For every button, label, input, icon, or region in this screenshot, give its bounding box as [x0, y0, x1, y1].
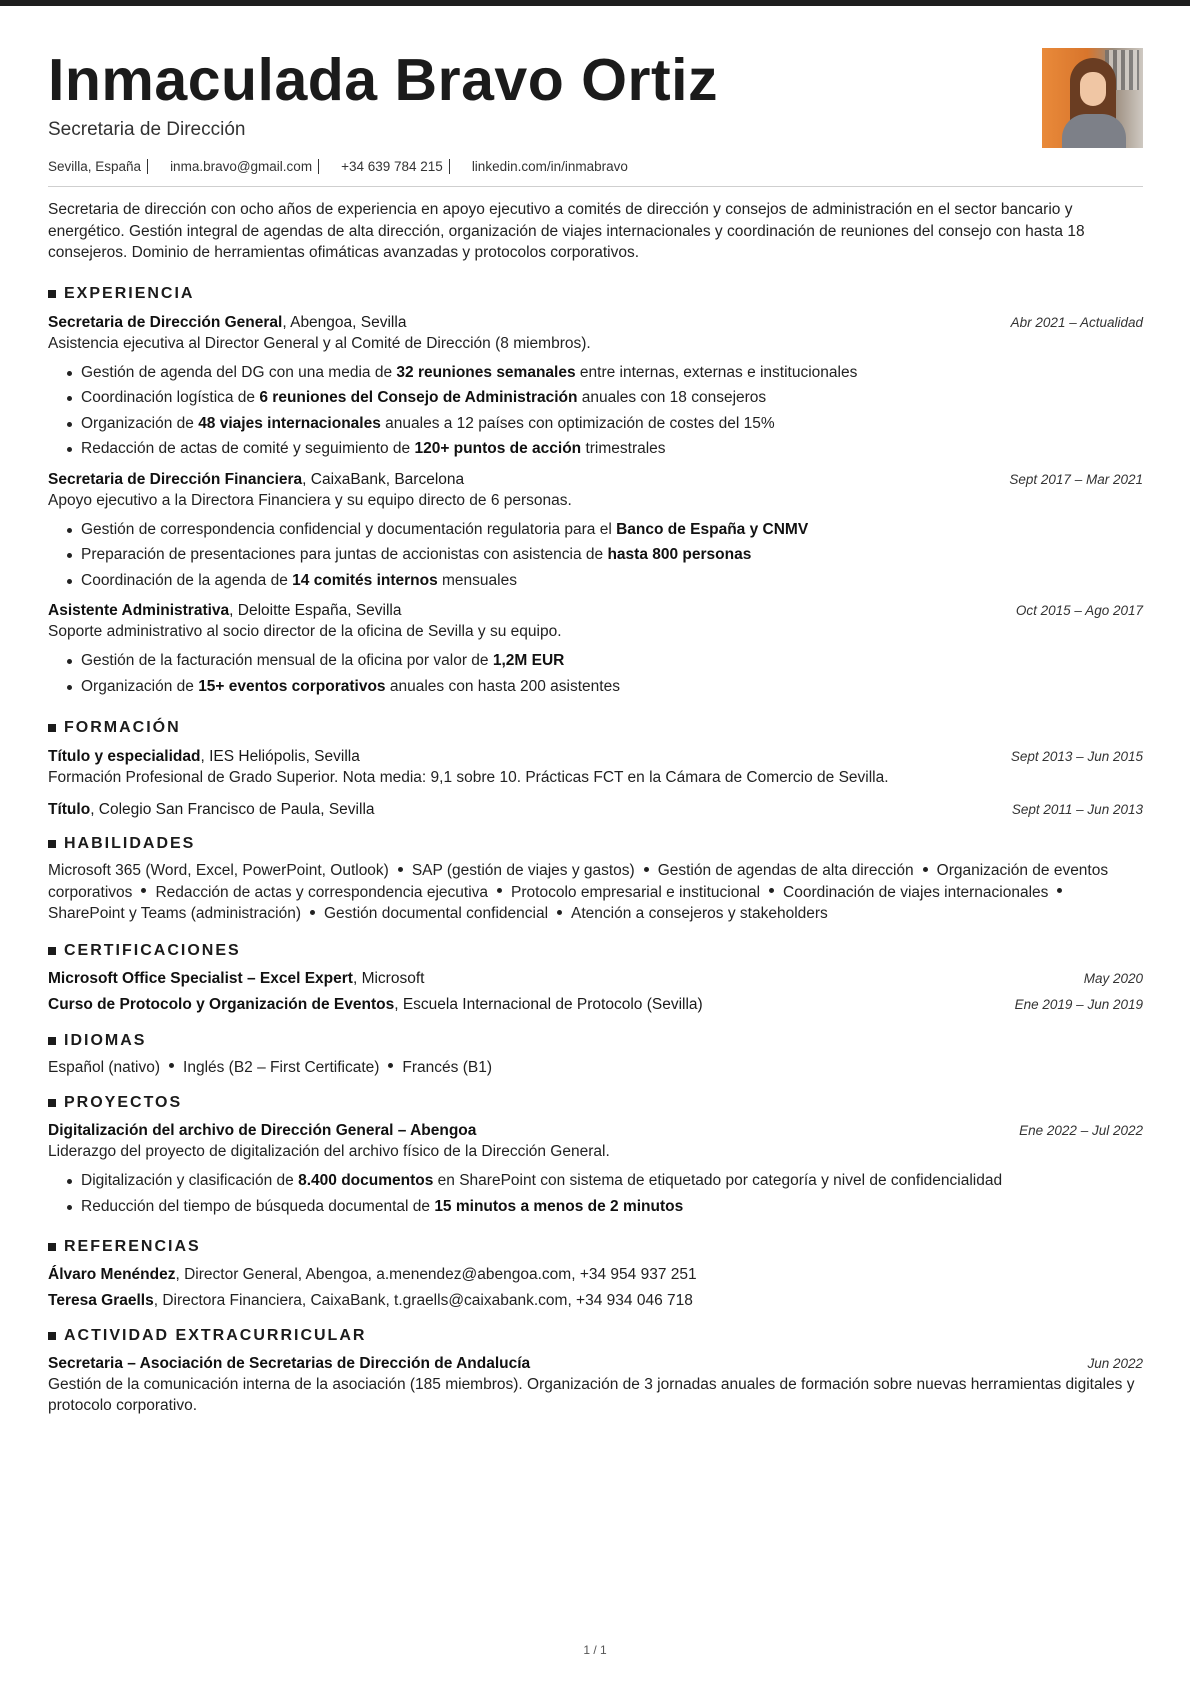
education-dates: Sept 2013 – Jun 2015: [1010, 749, 1143, 764]
contact-location: Sevilla, España: [48, 158, 142, 174]
contact-linkedin[interactable]: linkedin.com/in/inmabravo: [471, 158, 628, 174]
skill-item: Atención a consejeros y stakeholders: [571, 905, 828, 922]
project-name: Digitalización del archivo de Dirección General – Abengoa: [48, 1122, 477, 1139]
certification-name: Curso de Protocolo y Organización de Eventos: [48, 995, 395, 1013]
contact-phone[interactable]: +34 639 784 215: [341, 158, 443, 174]
list-item: Reducción del tiempo de búsqueda documental de 15 minutos a menos de 2 minutos: [81, 1194, 1143, 1220]
list-item: Organización de 48 viajes internacionales anuales a 12 países con optimización de costes del 15%: [81, 411, 1143, 437]
certification-2: [48, 994, 1143, 1015]
education-header: [48, 746, 1143, 767]
certification-dates: May 2020: [1083, 970, 1143, 986]
project-1: [48, 1120, 1143, 1219]
contact-email[interactable]: inma.bravo@gmail.com: [170, 158, 313, 174]
skill-item: Gestión documental confidencial: [324, 905, 549, 922]
bullet-separator: [497, 888, 502, 893]
resume-page: [48, 44, 1143, 1416]
language-item: Español (nativo): [48, 1058, 161, 1076]
list-item: Digitalización y clasificación de 8.400 documentos en SharePoint con sistema de etiquetado por categoría y nivel de confidencialidad: [81, 1168, 1143, 1194]
profile-photo: [1042, 48, 1143, 148]
job-dates: Sept 2017 – Mar 2021: [1009, 471, 1143, 487]
skill-item: Coordinación de viajes internacionales: [783, 883, 1049, 901]
section-square-icon: [48, 724, 56, 732]
section-title-certifications: CERTIFICACIONES: [48, 942, 1143, 960]
contact-separator: [449, 159, 450, 174]
section-square-icon: [48, 1099, 56, 1107]
education-org: , IES Heliópolis, Sevilla: [200, 748, 360, 765]
education-dates: Sept 2011 – Jun 2013: [1011, 802, 1143, 817]
education-header: [48, 799, 1143, 820]
section-title-references: REFERENCIAS: [48, 1238, 1143, 1256]
bullet-separator: [141, 888, 146, 893]
certification-dates: Ene 2019 – Jun 2019: [1014, 996, 1143, 1012]
section-square-icon: [48, 290, 56, 298]
reference-2: [48, 1290, 1143, 1311]
section-title-skills: HABILIDADES: [48, 835, 1143, 853]
list-item: Organización de 15+ eventos corporativos anuales con hasta 200 asistentes: [81, 674, 1143, 700]
skill-item: SharePoint y Teams (administración): [48, 905, 301, 922]
list-item: Coordinación logística de 6 reuniones del Consejo de Administración anuales con 18 consejeros: [81, 385, 1143, 411]
bullet-separator: [769, 888, 774, 893]
list-item: Gestión de la facturación mensual de la oficina por valor de 1,2M EUR: [81, 648, 1143, 674]
section-title-extracurricular: ACTIVIDAD EXTRACURRICULAR: [48, 1327, 1143, 1345]
extracurricular-description: Gestión de la comunicación interna de la asociación (185 miembros). Organización de 3 jornadas anuales de formación sobre nuevas herramientas digitales y protocolo corporativo.: [48, 1376, 1135, 1414]
job-org: , CaixaBank, Barcelona: [302, 470, 465, 488]
section-square-icon: [48, 947, 56, 955]
certification-1: [48, 968, 1143, 989]
reference-1: [48, 1264, 1143, 1285]
section-title-experience: EXPERIENCIA: [48, 285, 1143, 303]
reference-name: Teresa Graells: [48, 1292, 154, 1309]
profile-summary: Secretaria de dirección con ocho años de experiencia en apoyo ejecutivo a comités de dirección y consejos de administración en el sector bancario y energético. Gestión integral de agendas de alta dirección, organización de viajes internacionales y coordinación de reuniones del consejo con hasta 18 consejeros. Dominio de herramientas ofimáticas avanzadas y protocolos corporativos.: [48, 201, 1085, 261]
job-1: [48, 312, 1143, 462]
bullet-separator: [169, 1063, 174, 1068]
education-description: Formación Profesional de Grado Superior. Nota media: 9,1 sobre 10. Prácticas FCT en la Cámara de Comercio de Sevilla.: [48, 769, 889, 786]
reference-details: , Directora Financiera, CaixaBank, t.graells@caixabank.com, +34 934 046 718: [153, 1292, 693, 1309]
education-1: [48, 746, 1143, 788]
list-item: Gestión de agenda del DG con una media de 32 reuniones semanales entre internas, externas e institucionales: [81, 360, 1143, 386]
education-degree: Título: [48, 801, 91, 818]
job-dates: Abr 2021 – Actualidad: [1010, 314, 1143, 330]
job-header: [48, 600, 1143, 621]
skill-item: SAP (gestión de viajes y gastos): [411, 862, 635, 879]
bullet-separator: [310, 910, 315, 915]
list-item: Preparación de presentaciones para juntas de accionistas con asistencia de hasta 800 personas: [81, 542, 1143, 568]
bullet-separator: [388, 1063, 393, 1068]
job-position: Secretaria de Dirección Financiera: [48, 470, 303, 488]
project-bullets: [48, 1168, 1143, 1219]
job-3: [48, 600, 1143, 699]
section-square-icon: [48, 1332, 56, 1340]
extracurricular-dates: Jun 2022: [1087, 1356, 1143, 1371]
job-position: Asistente Administrativa: [48, 602, 230, 619]
certification-name: Microsoft Office Specialist – Excel Expert: [48, 969, 353, 987]
contact-line: [48, 156, 1143, 176]
bullet-separator: [923, 867, 928, 872]
languages-list: [48, 1057, 1143, 1079]
header-divider: [48, 186, 1143, 187]
education-org: , Colegio San Francisco de Paula, Sevilla: [90, 801, 375, 818]
section-title-languages: IDIOMAS: [48, 1032, 1143, 1050]
job-bullets: [48, 648, 1143, 699]
candidate-role: Secretaria de Dirección: [48, 119, 246, 140]
section-title-education: FORMACIÓN: [48, 719, 1143, 737]
certification-org: , Escuela Internacional de Protocolo (Sevilla): [394, 995, 703, 1013]
project-description: Liderazgo del proyecto de digitalización del archivo físico de la Dirección General.: [48, 1143, 610, 1160]
section-title-projects: PROYECTOS: [48, 1094, 1143, 1112]
job-org: , Abengoa, Sevilla: [282, 313, 407, 331]
candidate-name: Inmaculada Bravo Ortiz: [48, 47, 719, 113]
photo-face: [1080, 72, 1106, 106]
certification-org: , Microsoft: [352, 969, 425, 987]
job-dates: Oct 2015 – Ago 2017: [1015, 603, 1143, 618]
list-item: Redacción de actas de comité y seguimiento de 120+ puntos de acción trimestrales: [81, 436, 1143, 462]
job-header: [48, 469, 1143, 490]
skill-item: Redacción de actas y correspondencia ejecutiva: [155, 883, 489, 901]
language-item: Inglés (B2 – First Certificate): [183, 1058, 380, 1076]
bullet-separator: [644, 867, 649, 872]
reference-details: , Director General, Abengoa, a.menendez@abengoa.com, +34 954 937 251: [175, 1266, 697, 1283]
page-number: 1 / 1: [583, 1643, 607, 1657]
extracurricular-name: Secretaria – Asociación de Secretarias de Dirección de Andalucía: [48, 1355, 531, 1372]
skill-item: Protocolo empresarial e institucional: [511, 883, 761, 901]
job-2: [48, 469, 1143, 594]
job-position: Secretaria de Dirección General: [48, 313, 283, 331]
job-header: [48, 312, 1143, 333]
bullet-separator: [398, 867, 403, 872]
job-description: Soporte administrativo al socio director de la oficina de Sevilla y su equipo.: [48, 623, 562, 640]
job-description: Apoyo ejecutivo a la Directora Financiera y su equipo directo de 6 personas.: [48, 491, 572, 509]
section-square-icon: [48, 1243, 56, 1251]
extracurricular-header: [48, 1353, 1143, 1374]
photo-body: [1062, 114, 1126, 148]
skill-item: Gestión de agendas de alta dirección: [657, 862, 914, 879]
bullet-separator: [1057, 888, 1062, 893]
contact-separator: [318, 159, 319, 174]
education-2: [48, 799, 1143, 820]
list-item: Coordinación de la agenda de 14 comités internos mensuales: [81, 568, 1143, 594]
list-item: Gestión de correspondencia confidencial y documentación regulatoria para el Banco de España y CNMV: [81, 517, 1143, 543]
bullet-separator: [557, 910, 562, 915]
top-bar: [0, 0, 1190, 6]
section-square-icon: [48, 840, 56, 848]
language-item: Francés (B1): [402, 1058, 493, 1076]
skills-list: [48, 860, 1143, 925]
reference-name: Álvaro Menéndez: [48, 1266, 176, 1283]
skill-item: Microsoft 365 (Word, Excel, PowerPoint, Outlook): [48, 862, 389, 879]
job-description: Asistencia ejecutiva al Director General y al Comité de Dirección (8 miembros).: [48, 334, 591, 352]
project-dates: Ene 2022 – Jul 2022: [1019, 1123, 1143, 1138]
education-degree: Título y especialidad: [48, 748, 201, 765]
extracurricular-1: [48, 1353, 1143, 1416]
skill-item: Organización de eventos corporativos: [48, 862, 1109, 901]
project-header: [48, 1120, 1143, 1141]
job-org: , Deloitte España, Sevilla: [229, 602, 402, 619]
job-bullets: [48, 360, 1143, 462]
contact-separator: [147, 159, 148, 174]
section-square-icon: [48, 1037, 56, 1045]
job-bullets: [48, 517, 1143, 594]
